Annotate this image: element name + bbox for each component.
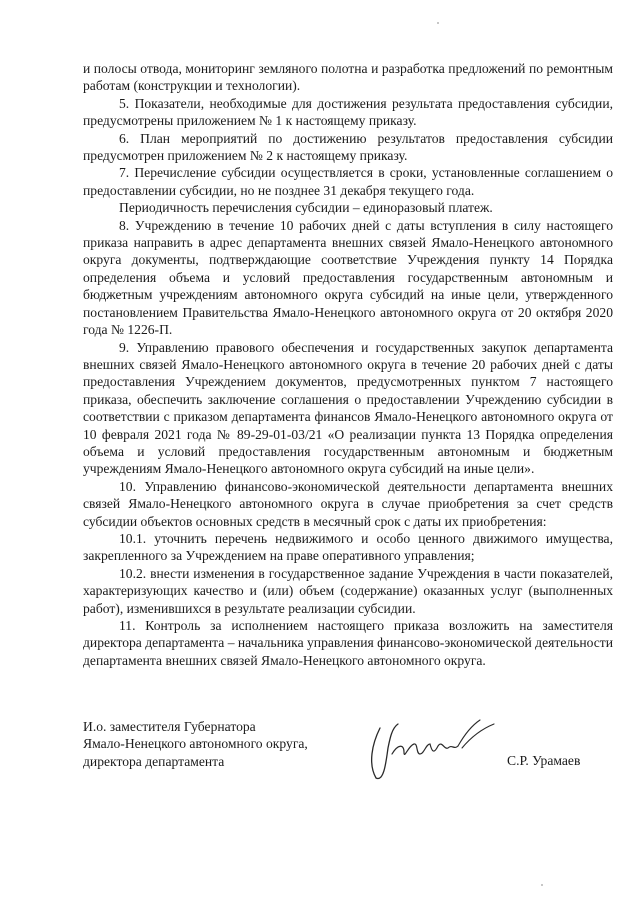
paragraph-10-2: 10.2. внести изменения в государственное задание Учреждения в части показателей, характеризующих качество и (или) объем (содержание) оказанных услуг (выполненных работ), изменившихся в результате реализации субсидии.	[83, 565, 613, 616]
paragraph-8: 8. Учреждению в течение 10 рабочих дней с даты вступления в силу настоящего приказа направить в адрес департамента внешних связей Ямало-Ненецкого автономного округа документы, подтверждающие соответствие Учреждения пункту 14 Порядка определения объема и условий предоставления государственным автономным и бюджетным учреждениям автономного округа субсидий на иные цели, утвержденного постановлением Правительства Ямало-Ненецкого автономного округа от 20 октября 2020 года № 1226-П.	[83, 217, 613, 338]
signer-name: С.Р. Урамаев	[507, 753, 581, 768]
paragraph-6: 6. План мероприятий по достижению результатов предоставления субсидии предусмотрен приложением № 2 к настоящему приказу.	[83, 130, 613, 164]
paragraph-payment-frequency: Периодичность перечисления субсидии – единоразовый платеж.	[119, 200, 493, 216]
paragraph-5: 5. Показатели, необходимые для достижения результата предоставления субсидии, предусмотрены приложением № 1 к настоящему приказу.	[83, 95, 613, 129]
scan-speck	[437, 22, 439, 24]
paragraph-continuation: и полосы отвода, мониторинг земляного полотна и разработка предложений по ремонтным работам (конструкции и технологии).	[83, 61, 613, 94]
document-body	[83, 60, 613, 669]
signer-position-line-3: директора департамента	[83, 753, 225, 769]
signer-position-line-1: И.о. заместителя Губернатора	[83, 719, 256, 734]
signer-position	[83, 718, 383, 770]
signer-position-line-2: Ямало-Ненецкого автономного округа,	[83, 736, 308, 752]
handwritten-signature	[362, 714, 502, 784]
paragraph-11: 11. Контроль за исполнением настоящего приказа возложить на заместителя директора департамента – начальника управления финансово-экономической деятельности департамента внешних связей Ямало-Ненецкого автономного округа.	[83, 618, 613, 668]
paragraph-7: 7. Перечисление субсидии осуществляется в сроки, установленные соглашением о предоставлении субсидии, но не позднее 31 декабря текущего года.	[83, 165, 613, 198]
scan-speck	[541, 884, 543, 886]
paragraph-10: 10. Управлению финансово-экономической деятельности департамента внешних связей Ямало-Ненецкого автономного округа в случае приобретения за счет средств субсидии объектов основных средств в месячный срок с даты их приобретения:	[83, 478, 613, 529]
paragraph-9: 9. Управлению правового обеспечения и государственных закупок департамента внешних связей Ямало-Ненецкого автономного округа в течение 20 рабочих дней с даты предоставления Учреждением документов, предусмотренных пунктом 7 настоящего приказа, обеспечить заключение соглашения о предоставлении Учреждению субсидии в соответствии с приказом департамента финансов Ямало-Ненецкого автономного округа от 10 февраля 2021 года № 89-29-01-03/21 «О реализации пункта 13 Порядка определения объема и условий предоставления государственным автономным и бюджетным учреждениям Ямало-Ненецкого автономного округа субсидий на иные цели».	[83, 339, 613, 477]
paragraph-10-1: 10.1. уточнить перечень недвижимого и особо ценного движимого имущества, закрепленного за Учреждением на праве оперативного управления;	[83, 530, 613, 564]
